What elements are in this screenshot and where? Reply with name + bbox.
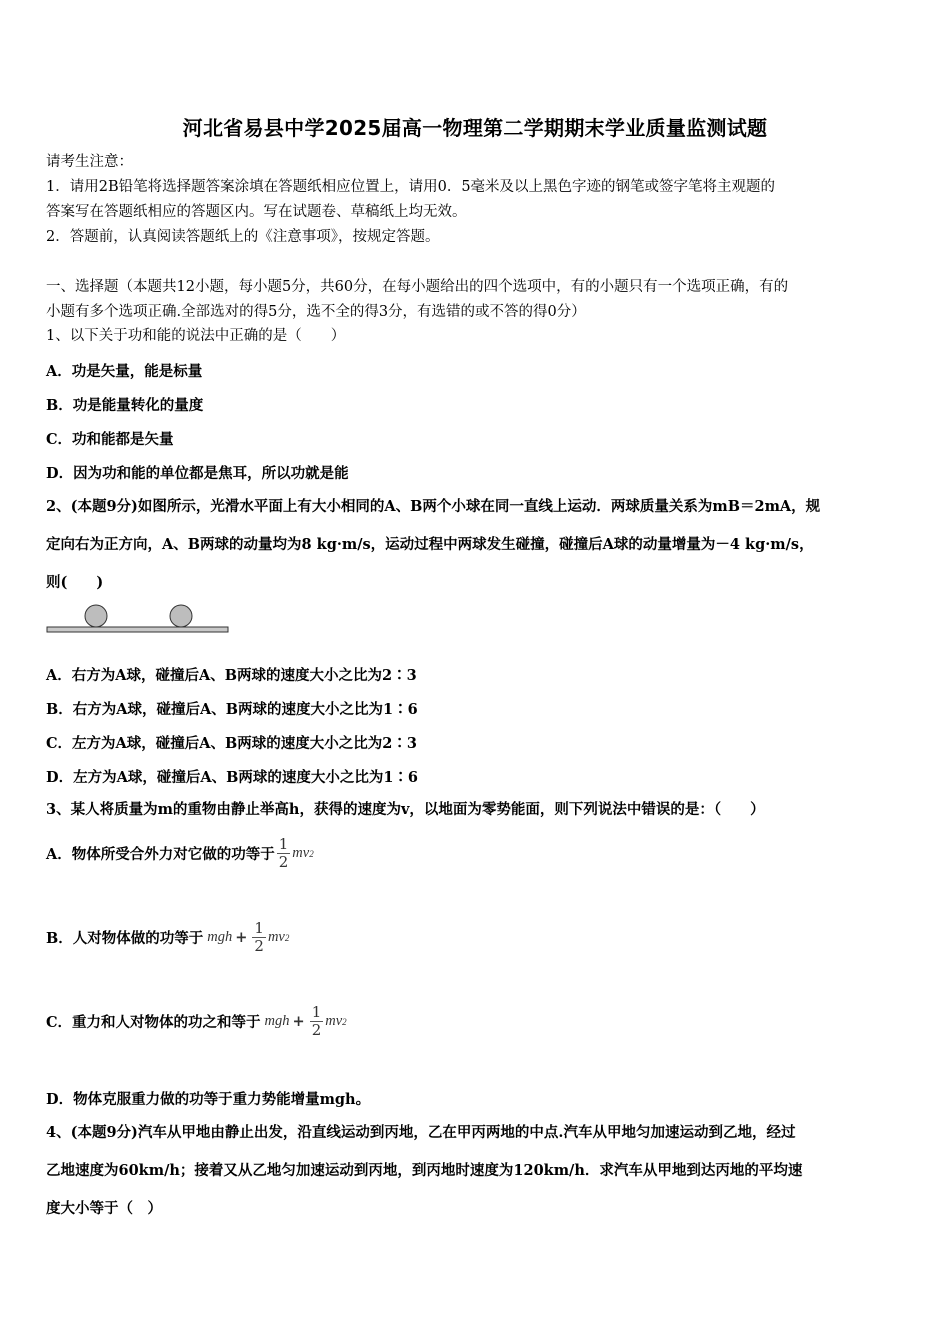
exponent: 2: [284, 932, 290, 943]
q4-stem-line-1: 4、(本题9分)汽车从甲地由静止出发，沿直线运动到丙地，乙在甲丙两地的中点.汽车从甲地匀加速运动到乙地，经过: [46, 1124, 796, 1141]
mv-term: mv: [325, 1013, 343, 1029]
exponent: 2: [309, 848, 314, 859]
notice-item-1-line-1: 1．请用2B铅笔将选择题答案涂填在答题纸相应位置上，请用0．5毫米及以上黑色字迹的钢笔或签字笔将主观题的: [46, 179, 776, 195]
horizontal-surface: [47, 627, 228, 632]
mgh-term: mgh: [207, 929, 233, 945]
q1-option-c: C．功和能都是矢量: [46, 431, 174, 448]
fraction-numerator: 1: [278, 835, 289, 853]
q3-option-a-formula: [275, 836, 314, 871]
fraction-denominator: 2: [311, 1021, 322, 1039]
q2-option-b: B．右方为A球，碰撞后A、B两球的速度大小之比为1∶6: [46, 701, 418, 718]
fraction: [277, 836, 291, 871]
q2-stem-line-3: 则( ): [46, 574, 104, 591]
ball-left: [85, 605, 107, 627]
q3-option-b-text: B．人对物体做的功等于: [46, 930, 204, 947]
q1-option-a: A．功是矢量，能是标量: [46, 363, 203, 380]
fraction: [310, 1004, 324, 1039]
q3-option-c-text: C．重力和人对物体的功之和等于: [46, 1014, 261, 1031]
plus-sign: +: [235, 929, 248, 946]
fraction-denominator: 2: [254, 937, 264, 955]
page-title: 河北省易县中学2025届高一物理第二学期期末学业质量监测试题: [182, 116, 768, 140]
exponent: 2: [342, 1016, 347, 1027]
mgh-term: mgh: [264, 1013, 290, 1029]
q4-stem-line-3: 度大小等于（ ）: [46, 1200, 162, 1217]
q4-stem-line-2: 乙地速度为60km/h；接着又从乙地匀加速运动到丙地，到丙地时速度为120km/h．求汽车从甲地到达丙地的平均速: [46, 1162, 803, 1179]
q1-option-d: D．因为功和能的单位都是焦耳，所以功就是能: [46, 465, 349, 482]
plus-sign: +: [292, 1013, 305, 1030]
q2-stem-line-1: 2、(本题9分)如图所示，光滑水平面上有大小相同的A、B两个小球在同一直线上运动．两球质量关系为mB＝2mA，规: [46, 498, 821, 515]
q3-option-c: [46, 1004, 347, 1039]
fraction-numerator: 1: [311, 1003, 322, 1021]
ball-right: [170, 605, 192, 627]
q2-option-d: D．左方为A球，碰撞后A、B两球的速度大小之比为1∶6: [46, 769, 419, 786]
section-heading-line-1: 一、选择题（本题共12小题，每小题5分，共60分，在每小题给出的四个选项中，有的小题只有一个选项正确，有的: [46, 279, 789, 295]
two-balls-diagram: [46, 600, 232, 640]
fraction: [252, 920, 266, 955]
q1-stem: 1、以下关于功和能的说法中正确的是（ ）: [46, 328, 346, 344]
notice-item-2: 2．答题前，认真阅读答题纸上的《注意事项》，按规定答题。: [46, 229, 440, 245]
q3-option-a-text: A．物体所受合外力对它做的功等于: [46, 846, 275, 863]
q3-option-c-formula: [265, 1004, 347, 1039]
q3-option-d: D．物体克服重力做的功等于重力势能增量mgh。: [46, 1091, 371, 1108]
notice-heading: 请考生注意：: [46, 154, 133, 170]
q2-option-a: A．右方为A球，碰撞后A、B两球的速度大小之比为2∶3: [46, 667, 417, 684]
mv-term: mv: [267, 929, 285, 945]
fraction-denominator: 2: [278, 853, 289, 871]
fraction-numerator: 1: [254, 919, 264, 937]
q3-option-b-formula: [207, 920, 289, 955]
notice-item-1-line-2: 答案写在答题纸相应的答题区内。写在试题卷、草稿纸上均无效。: [46, 204, 467, 220]
two-balls-svg: [46, 600, 232, 636]
mv-term: mv: [292, 845, 310, 861]
q3-stem: 3、某人将质量为m的重物由静止举高h，获得的速度为v，以地面为零势能面，则下列说法中错误的是：（ ）: [46, 801, 765, 818]
section-heading-line-2: 小题有多个选项正确.全部选对的得5分，选不全的得3分，有选错的或不答的得0分）: [46, 304, 586, 320]
q2-option-c: C．左方为A球，碰撞后A、B两球的速度大小之比为2∶3: [46, 735, 417, 752]
q2-stem-line-2: 定向右为正方向，A、B两球的动量均为8 kg·m/s，运动过程中两球发生碰撞，碰撞后A球的动量增量为－4 kg·m/s，: [46, 536, 814, 553]
q1-option-b: B．功是能量转化的量度: [46, 397, 204, 414]
q3-option-a: [46, 836, 314, 871]
q3-option-b: [46, 920, 289, 955]
